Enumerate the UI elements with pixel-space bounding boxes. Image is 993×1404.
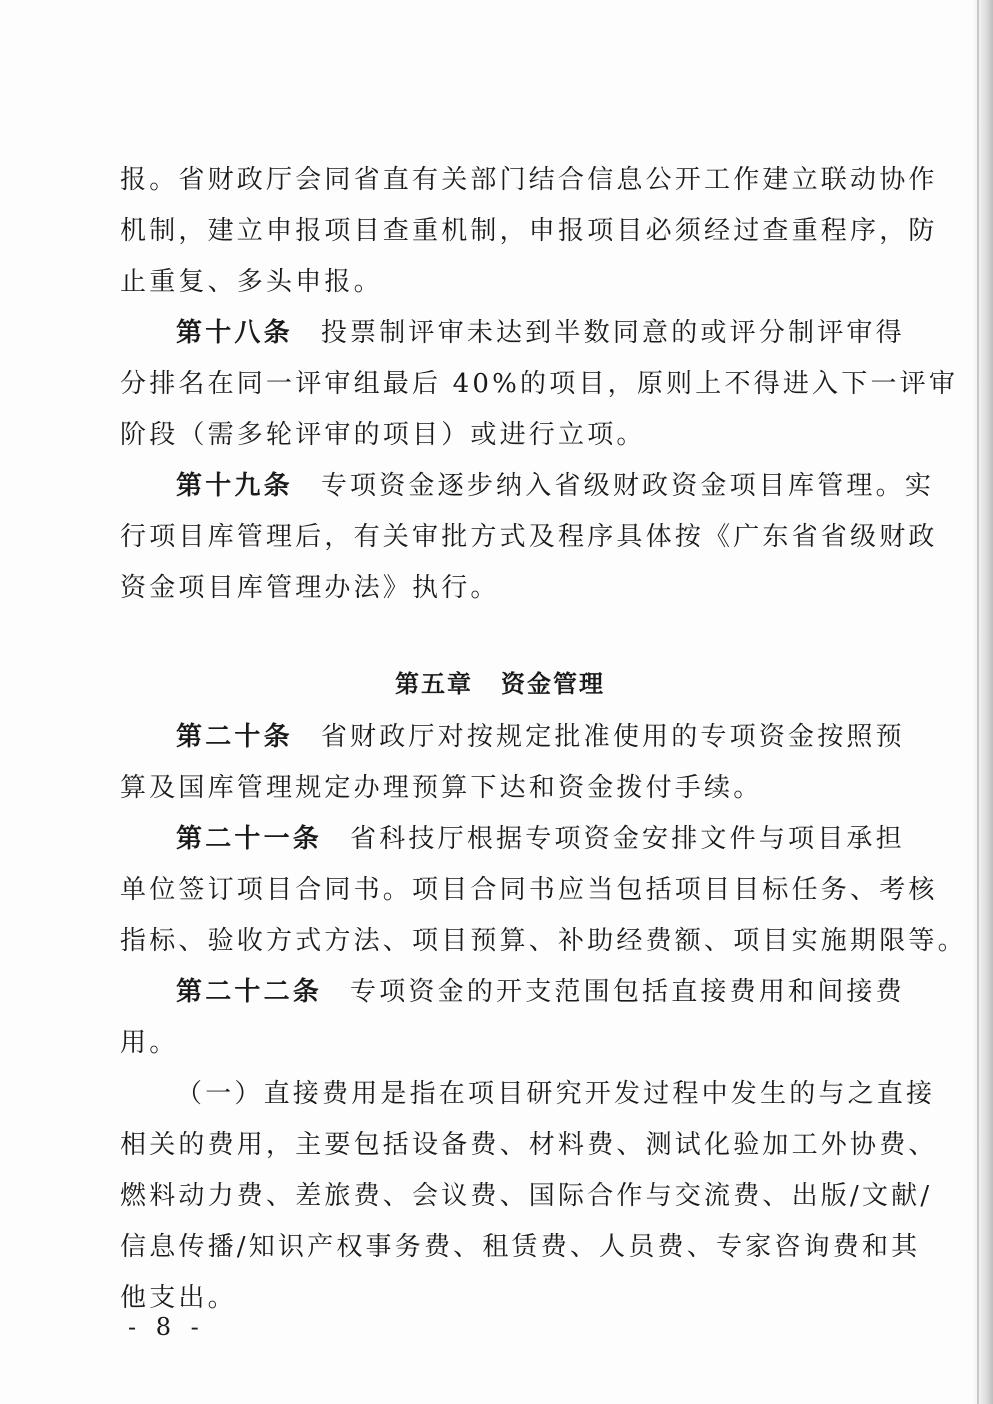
article-20-heading-line [120,712,905,763]
article-number: 第十八条 [176,318,293,348]
chapter-number: 第五章 [395,670,473,698]
text-line: 分排名在同一评审组最后 40%的项目，原则上不得进入下一评审 [120,369,959,399]
text-line: 相关的费用，主要包括设备费、材料费、测试化验加工外协费、 [120,1130,938,1160]
text-line: 资金项目库管理办法》执行。 [120,573,500,603]
text-line: 信息传播/知识产权事务费、租赁费、人员费、专家咨询费和其 [120,1232,921,1262]
chapter-title [120,660,880,708]
article-number: 第二十一条 [176,824,323,854]
page-number: - 8 - [128,1313,205,1341]
article-text: 省科技厅根据专项资金安排文件与项目承担 [350,824,905,854]
article-text: 专项资金的开支范围包括直接费用和间接费 [350,977,905,1007]
article-19-heading-line [120,461,935,512]
text-line: 算及国库管理规定办理预算下达和资金拨付手续。 [120,773,763,803]
text-line: 他支出。 [120,1283,237,1313]
text-line: 用。 [120,1028,179,1058]
article-number: 第二十条 [176,722,293,752]
article-text: 省财政厅对按规定批准使用的专项资金按照预 [320,722,905,752]
text-line: 机制，建立申报项目查重机制，申报项目必须经过查重程序，防 [120,216,938,246]
text-line: 报。省财政厅会同省直有关部门结合信息公开工作建立联动协作 [120,165,938,195]
article-text: 投票制评审未达到半数同意的或评分制评审得 [320,318,905,348]
article-22-heading-line [120,967,905,1018]
article-21-heading-line [120,814,905,865]
article-text: 专项资金逐步纳入省级财政资金项目库管理。实 [320,471,935,501]
text-line: 单位签订项目合同书。项目合同书应当包括项目目标任务、考核 [120,875,938,905]
page-edge-shadow [971,0,993,1404]
text-line: 燃料动力费、差旅费、会议费、国际合作与交流费、出版/文献/ [120,1181,933,1211]
article-number: 第十九条 [176,471,293,501]
document-body [120,155,967,1324]
text-line: 指标、验收方式方法、项目预算、补助经费额、项目实施期限等。 [120,926,967,956]
article-18-heading-line [120,308,905,359]
page-edge-line [977,0,979,1404]
article-number: 第二十二条 [176,977,323,1007]
item-1-first-line: （一）直接费用是指在项目研究开发过程中发生的与之直接 [176,1079,936,1109]
text-line: 止重复、多头申报。 [120,267,383,297]
chapter-name: 资金管理 [501,670,605,698]
text-line: 阶段（需多轮评审的项目）或进行立项。 [120,420,646,450]
text-line: 行项目库管理后，有关审批方式及程序具体按《广东省省级财政 [120,522,938,552]
